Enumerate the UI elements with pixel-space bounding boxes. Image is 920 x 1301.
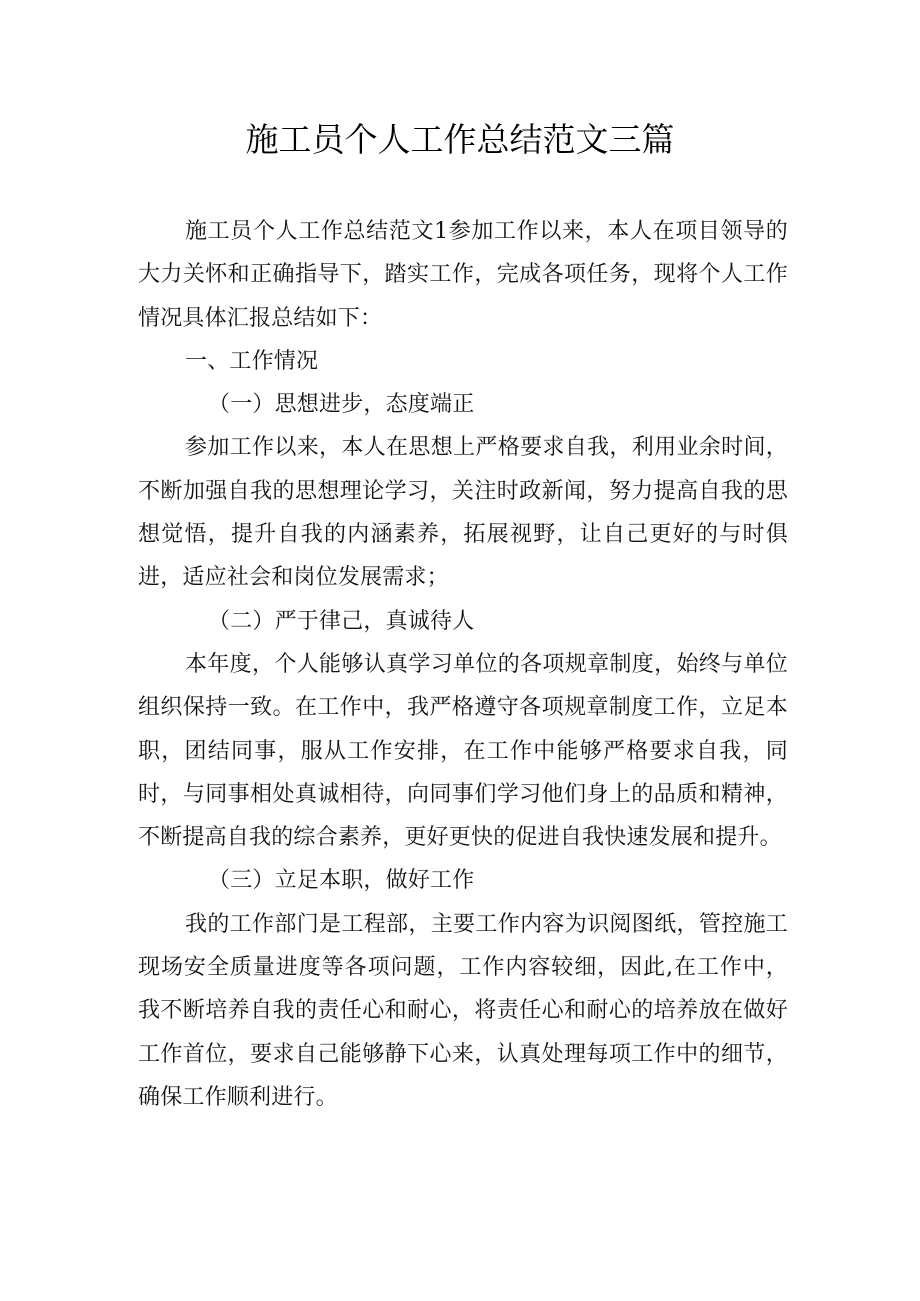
subsection-heading-discipline: （二）严于律己，真诚待人	[208, 608, 475, 634]
document-title: 施工员个人工作总结范文三篇	[245, 120, 675, 159]
document-body	[138, 210, 788, 1119]
subsection-heading-thought: （一）思想进步，态度端正	[208, 392, 475, 418]
paragraph-duty: 我的工作部门是工程部，主要工作内容为识阅图纸，管控施工现场安全质量进度等各项问题，工作内容较细，因此,在工作中，我不断培养自我的责任心和耐心，将责任心和耐心的培养放在做好工作首位，要求自己能够静下心来，认真处理每项工作中的细节，确保工作顺利进行。	[138, 911, 788, 1110]
subsection-heading-duty: （三）立足本职，做好工作	[208, 868, 475, 894]
paragraph-thought: 参加工作以来，本人在思想上严格要求自我，利用业余时间，不断加强自我的思想理论学习，关注时政新闻，努力提高自我的思想觉悟，提升自我的内涵素养，拓展视野，让自己更好的与时俱进，适应社会和岗位发展需求；	[138, 435, 788, 591]
paragraph-intro: 施工员个人工作总结范文1参加工作以来，本人在项目领导的大力关怀和正确指导下，踏实工作，完成各项任务，现将个人工作情况具体汇报总结如下：	[138, 219, 788, 331]
section-heading-work-status: 一、工作情况	[185, 348, 319, 374]
paragraph-discipline: 本年度，个人能够认真学习单位的各项规章制度，始终与单位组织保持一致。在工作中，我严格遵守各项规章制度工作，立足本职，团结同事，服从工作安排，在工作中能够严格要求自我，同时，与同事相处真诚相待，向同事们学习他们身上的品质和精神，不断提高自我的综合素养，更好更快的促进自我快速发展和提升。	[138, 651, 788, 851]
